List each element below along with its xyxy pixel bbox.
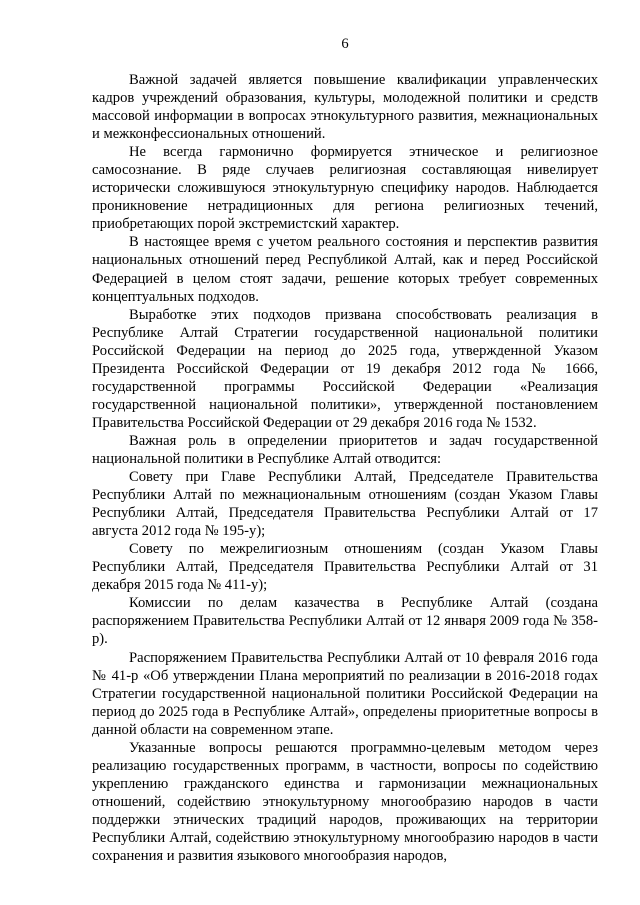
paragraph-current-tasks: В настоящее время с учетом реального состояния и перспектив развития национальных отношений перед Республикой Алтай, как и перед Российской Федерацией в целом стоят задачи, решение которых требует современных концептуальных подходов.: [92, 234, 598, 305]
paragraph-religious-identity: Не всегда гармонично формируется этническое и религиозное самосознание. В ряде случаев религиозная составляющая нивелирует исторически сложившуюся этнокультурную специфику народов. Наблюдается проникновение нетрадиционных для региона религиозных течений, приобретающих порой экстремистский характер.: [92, 144, 598, 233]
paragraph-qualification: Важной задачей является повышение квалификации управленческих кадров учреждений образования, культуры, молодежной политики и средств массовой информации в вопросах этнокультурного развития, межнациональных и межконфессиональных отношений.: [92, 72, 598, 143]
list-item-council-head: Совету при Главе Республики Алтай, Председателе Правительства Республики Алтай по межнациональным отношениям (создан Указом Главы Республики Алтай, Председателя Правительства Республики Алтай от 17 августа 2012 года № 195-у);: [92, 469, 598, 540]
paragraph-strategy: Выработке этих подходов призвана способствовать реализация в Республике Алтай Стратегии государственной национальной политики Российской Федерации на период до 2025 года, утвержденной Указом Президента Российской Федерации от 19 декабря 2012 года № 1666, государственной программы Российской Федерации «Реализация государственной национальной политики», утвержденной постановлением Правительства Российской Федерации от 29 декабря 2016 года № 1532.: [92, 306, 598, 431]
list-item-cossack-commission: Комиссии по делам казачества в Республике Алтай (создана распоряжением Правительства Республики Алтай от 12 января 2009 года № 358-р).: [92, 595, 598, 648]
paragraph-program-method: Указанные вопросы решаются программно-целевым методом через реализацию государственных программ, в частности, вопросы по содействию укреплению гражданского единства и гармонизации межнациональных отношений, содействию этнокультурному многообразию народов в части поддержки этнических традиций народов, проживающих на территории Республики Алтай, содействию этнокультурному многообразию народов в части сохранения и развития языкового многообразия народов,: [92, 739, 598, 865]
page-number: 6: [341, 36, 349, 52]
paragraph-role-intro: Важная роль в определении приоритетов и задач государственной национальной политики в Республике Алтай отводится:: [92, 432, 598, 467]
list-item-council-interreligious: Совету по межрелигиозным отношениям (создан Указом Главы Республики Алтай, Председателя Правительства Республики Алтай от 31 декабря 2015 года № 411-у);: [92, 541, 598, 594]
paragraph-action-plan: Распоряжением Правительства Республики Алтай от 10 февраля 2016 года № 41-р «Об утверждении Плана мероприятий по реализации в 2016-2018 годах Стратегии государственной национальной политики Российской Федерации на период до 2025 года в Республике Алтай», определены приоритетные вопросы в данной области на современном этапе.: [92, 649, 598, 738]
